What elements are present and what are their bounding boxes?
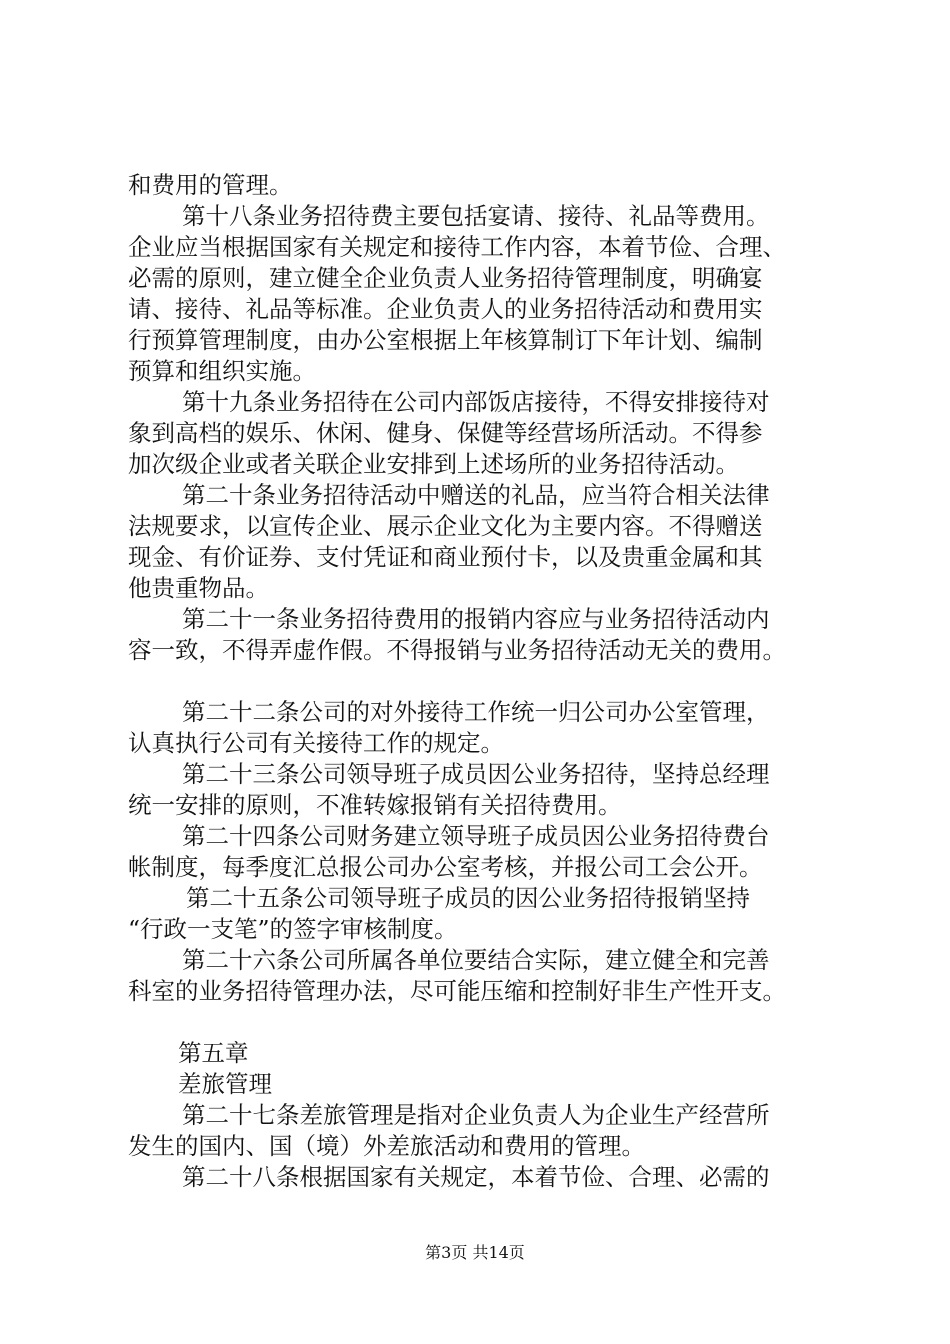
text-line: 他贵重物品。 [128,574,269,602]
text-line: 发生的国内、国（境）外差旅活动和费用的管理。 [128,1132,645,1160]
text-line: 预算和组织实施。 [128,357,316,385]
text-line: 法规要求，以宣传企业、展示企业文化为主要内容。不得赠送 [128,512,763,540]
text-line: 行预算管理制度，由办公室根据上年核算制订下年计划、编制 [128,326,763,354]
text-line: 企业应当根据国家有关规定和接待工作内容，本着节俭、合理、 [128,233,786,261]
article-22-line: 第二十二条公司的对外接待工作统一归公司办公室管理， [182,698,770,726]
article-25-line: 第二十五条公司领导班子成员的因公业务招待报销坚持 [186,884,750,912]
article-28-line: 第二十八条根据国家有关规定，本着节俭、合理、必需的 [182,1163,770,1191]
text-line: 认真执行公司有关接待工作的规定。 [128,729,504,757]
text-line: 请、接待、礼品等标准。企业负责人的业务招待活动和费用实 [128,295,763,323]
article-19-line: 第十九条业务招待在公司内部饭店接待，不得安排接待对 [182,388,770,416]
article-27-line: 第二十七条差旅管理是指对企业负责人为企业生产经营所 [182,1101,770,1129]
page-number-footer: 第3页 共14页 [425,1243,525,1262]
document-body [128,170,848,1193]
text-line: “行政一支笔”的签字审核制度。 [128,915,458,943]
text-line: 科室的业务招待管理办法，尽可能压缩和控制好非生产性开支。 [128,977,786,1005]
text-line: 象到高档的娱乐、休闲、健身、保健等经营场所活动。不得参 [128,419,763,447]
text-line: 帐制度，每季度汇总报公司办公室考核，并报公司工会公开。 [128,853,763,881]
article-18-line: 第十八条业务招待费主要包括宴请、接待、礼品等费用。 [182,202,770,230]
text-line: 现金、有价证券、支付凭证和商业预付卡，以及贵重金属和其 [128,543,763,571]
article-26-line: 第二十六条公司所属各单位要结合实际，建立健全和完善 [182,946,770,974]
text-line: 统一安排的原则，不准转嫁报销有关招待费用。 [128,791,622,819]
text-line: 必需的原则，建立健全企业负责人业务招待管理制度，明确宴 [128,264,763,292]
chapter-heading: 第五章 [178,1039,249,1067]
article-23-line: 第二十三条公司领导班子成员因公业务招待，坚持总经理 [182,760,770,788]
article-24-line: 第二十四条公司财务建立领导班子成员因公业务招待费台 [182,822,770,850]
blank-line [128,666,848,697]
article-20-line: 第二十条业务招待活动中赠送的礼品，应当符合相关法律 [182,481,770,509]
text-line: 加次级企业或者关联企业安排到上述场所的业务招待活动。 [128,450,739,478]
text-line: 容一致，不得弄虚作假。不得报销与业务招待活动无关的费用。 [128,636,786,664]
chapter-title: 差旅管理 [178,1070,272,1098]
blank-line [128,1007,848,1038]
article-21-line: 第二十一条业务招待费用的报销内容应与业务招待活动内 [182,605,770,633]
text-line: 和费用的管理。 [128,171,293,199]
